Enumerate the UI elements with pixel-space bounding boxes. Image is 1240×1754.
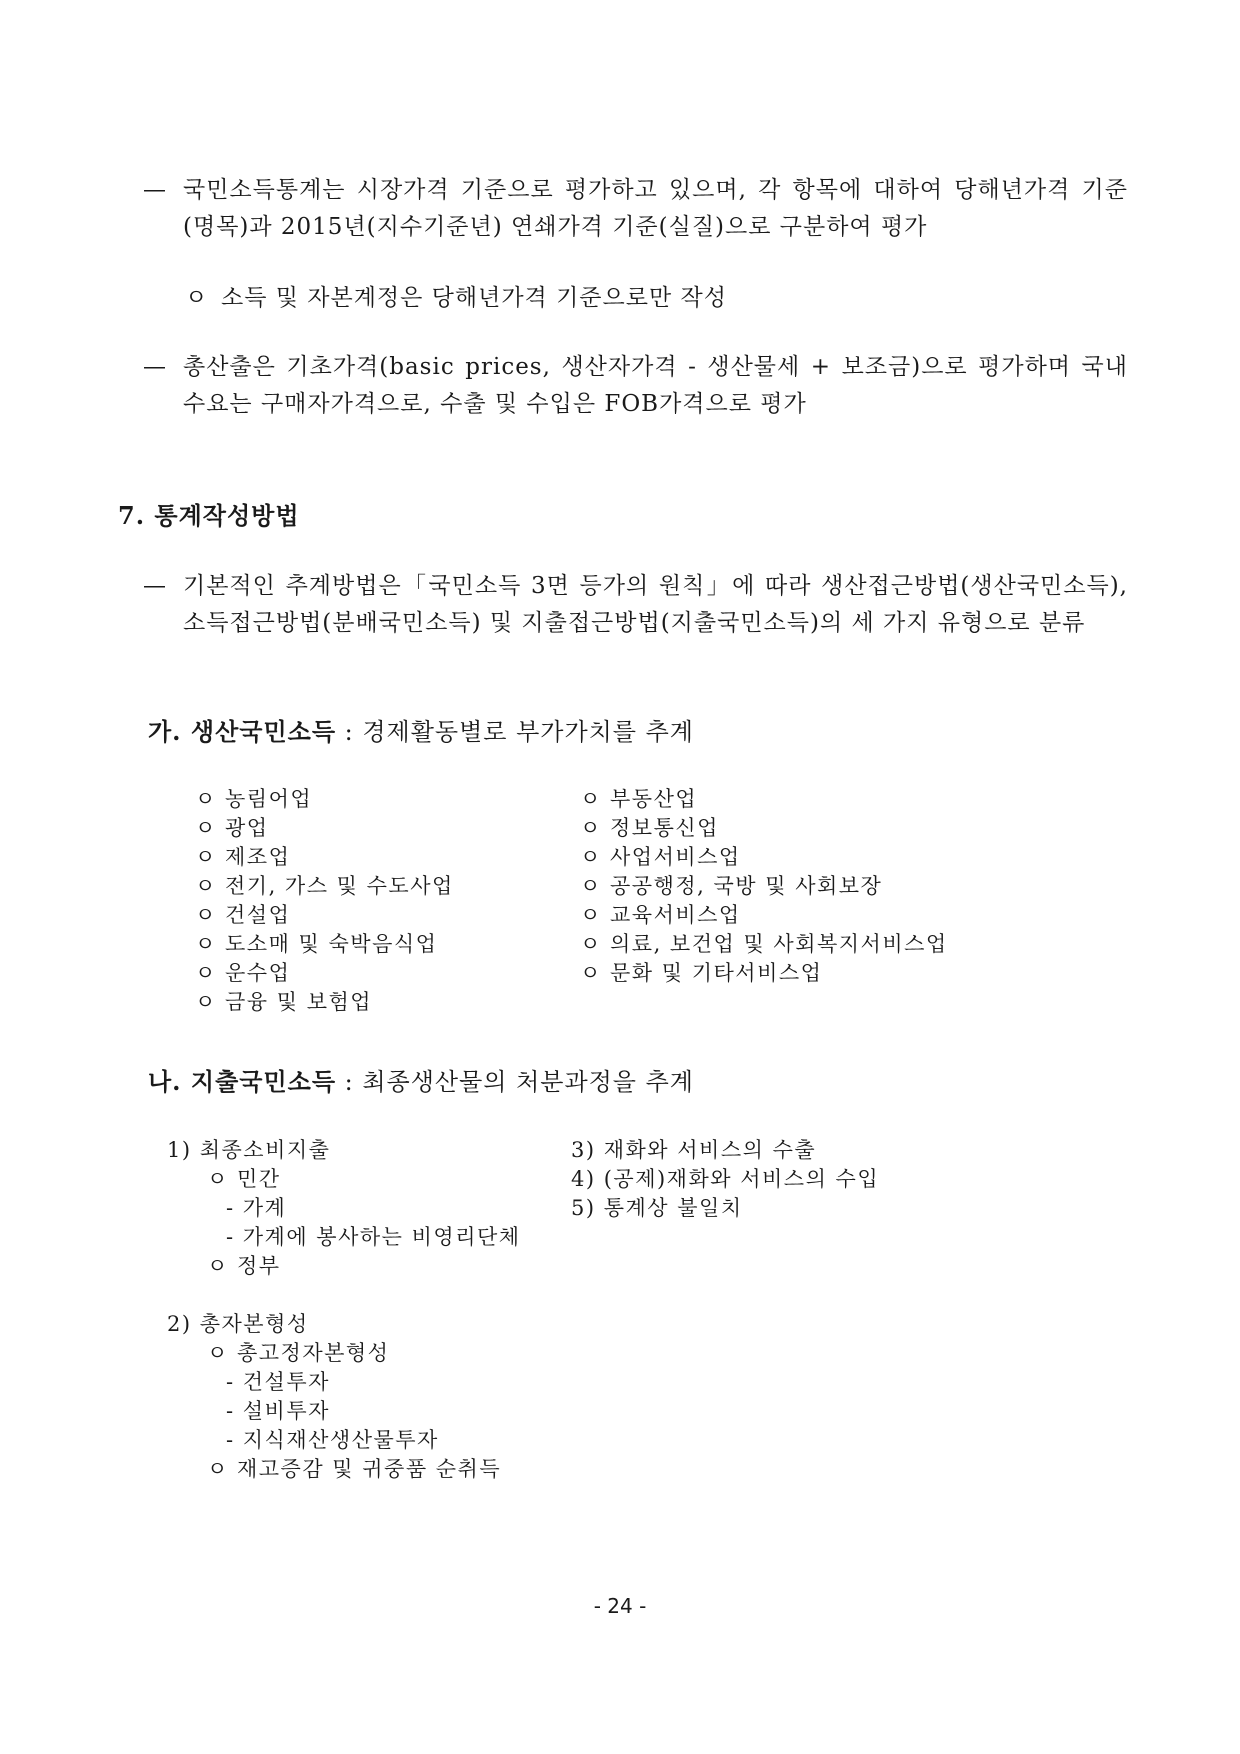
paragraph-text: 기본적인 추계방법은「국민소득 3면 등가의 원칙」에 따라 생산접근방법(생산국민소득), 소득접근방법(분배국민소득) 및 지출접근방법(지출국민소득)의 세 가지 유형으로 분류 [183,573,1128,636]
page-number: - 24 - [593,1594,647,1618]
list-item: ㅇ 도소매 및 숙박음식업 [195,930,437,959]
dash-marker: — [143,177,166,203]
subsection-description: : 최종생산물의 처분과정을 추계 [336,1068,694,1096]
bullet-marker: ㅇ [580,932,602,956]
bullet-marker: ㅇ [580,903,602,927]
list-item: ㅇ 교육서비스업 [580,901,741,930]
expenditure-income-heading [148,1066,694,1098]
dash-marker: — [143,573,166,599]
list-item: ㅇ 재고증감 및 귀중품 순취득 [207,1457,502,1481]
list-item: ㅇ 사업서비스업 [580,843,741,872]
bullet-marker: ㅇ [195,903,217,927]
list-item: ㅇ 운수업 [195,959,290,988]
output-valuation-paragraph [143,349,1128,423]
list-item: ㅇ 의료, 보건업 및 사회복지서비스업 [580,930,948,959]
bullet-marker: ㅇ [580,845,602,869]
dash-marker: — [143,354,166,380]
list-item: 4) (공제)재화와 서비스의 수입 [571,1167,880,1191]
bullet-marker: ㅇ [195,845,217,869]
list-item: - 지식재산생산물투자 [226,1428,439,1452]
bullet-marker: ㅇ [195,874,217,898]
list-item: 3) 재화와 서비스의 수출 [571,1138,817,1162]
bullet-marker: ㅇ [580,874,602,898]
bullet-marker: ㅇ [195,816,217,840]
list-item: ㅇ 제조업 [195,843,290,872]
bullet-marker: ㅇ [185,285,209,311]
subsection-label: 가. 생산국민소득 [148,717,336,746]
estimation-method-paragraph [143,568,1128,642]
income-capital-account-bullet [185,283,727,313]
list-item: - 건설투자 [226,1370,330,1394]
list-item: ㅇ 전기, 가스 및 수도사업 [195,872,454,901]
list-item: 5) 통계상 불일치 [571,1196,743,1220]
bullet-marker: ㅇ [195,990,217,1014]
list-item: ㅇ 총고정자본형성 [207,1341,390,1365]
list-item: ㅇ 금융 및 보험업 [195,988,372,1017]
subsection-label: 나. 지출국민소득 [148,1067,336,1096]
bullet-text: 소득 및 자본계정은 당해년가격 기준으로만 작성 [221,285,727,311]
bullet-marker: ㅇ [580,816,602,840]
list-item: - 가계 [226,1196,287,1220]
list-item: ㅇ 광업 [195,814,269,843]
bullet-marker: ㅇ [195,932,217,956]
production-income-heading [148,716,694,748]
bullet-marker: ㅇ [195,961,217,985]
bullet-marker: ㅇ [580,787,602,811]
valuation-paragraph [143,172,1128,246]
list-item: ㅇ 민간 [207,1167,281,1191]
list-item: ㅇ 공공행정, 국방 및 사회보장 [580,872,882,901]
list-item: - 설비투자 [226,1399,330,1423]
bullet-marker: ㅇ [195,787,217,811]
list-item: ㅇ 부동산업 [580,785,697,814]
subsection-description: : 경제활동별로 부가가치를 추계 [336,718,694,746]
bullet-marker: ㅇ [580,961,602,985]
list-item: 2) 총자본형성 [167,1312,309,1336]
list-item: ㅇ 문화 및 기타서비스업 [580,959,822,988]
list-item: 1) 최종소비지출 [167,1138,331,1162]
list-item: - 가계에 봉사하는 비영리단체 [226,1225,521,1249]
list-item: ㅇ 정보통신업 [580,814,719,843]
paragraph-text: 총산출은 기초가격(basic prices, 생산자가격 - 생산물세 + 보조금)으로 평가하며 국내수요는 구매자가격으로, 수출 및 수입은 FOB가격으로 평가 [183,354,1128,417]
list-item: ㅇ 농림어업 [195,785,312,814]
paragraph-text: 국민소득통계는 시장가격 기준으로 평가하고 있으며, 각 항목에 대하여 당해년가격 기준(명목)과 2015년(지수기준년) 연쇄가격 기준(실질)으로 구분하여 평가 [183,177,1128,240]
list-item: ㅇ 정부 [207,1254,281,1278]
section-heading: 7. 통계작성방법 [118,501,300,530]
list-item: ㅇ 건설업 [195,901,290,930]
